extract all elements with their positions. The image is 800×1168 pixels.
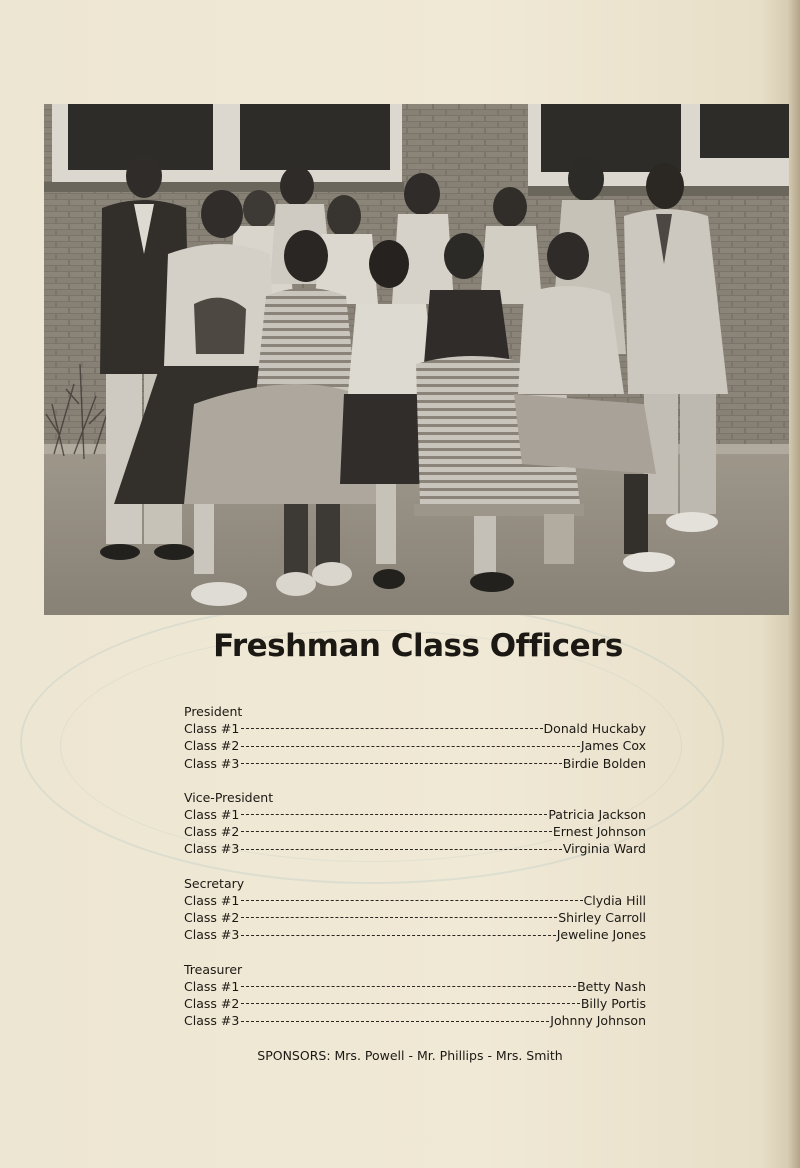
officer-name: Patricia Jackson [548, 806, 646, 822]
office-heading: Vice-President [184, 789, 274, 805]
class-label: Class #2 [184, 995, 240, 1011]
officer-row [184, 1012, 646, 1029]
officer-name: Virginia Ward [562, 841, 646, 857]
officer-row [184, 892, 646, 909]
officer-row [184, 909, 646, 926]
officer-name: Shirley Carroll [558, 910, 646, 926]
officer-name: Johnny Johnson [550, 1013, 646, 1029]
office-president [184, 703, 646, 772]
class-label: Class #1 [184, 721, 240, 736]
officer-name: Betty Nash [577, 978, 646, 994]
class-label: Class #2 [184, 738, 240, 754]
class-label: Class #1 [184, 978, 240, 994]
dotted-leader [241, 728, 542, 729]
office-heading: Secretary [184, 875, 245, 891]
dotted-leader [241, 1021, 549, 1022]
officer-row [184, 926, 646, 943]
class-label: Class #3 [184, 927, 240, 943]
office-vice-president [184, 789, 646, 858]
dotted-leader [241, 900, 582, 901]
officers-roster [184, 703, 646, 1047]
officer-row [184, 978, 646, 995]
officer-name: Donald Huckaby [543, 721, 646, 736]
dotted-leader [241, 935, 555, 936]
dotted-leader [241, 814, 547, 815]
officer-name: Birdie Bolden [562, 755, 646, 771]
officer-row [184, 823, 646, 840]
office-heading: President [184, 704, 243, 719]
office-heading: Treasurer [184, 961, 243, 977]
office-treasurer [184, 961, 646, 1030]
officer-name: James Cox [580, 738, 646, 754]
office-secretary [184, 875, 646, 944]
class-label: Class #3 [184, 1013, 240, 1029]
officer-name: Ernest Johnson [552, 824, 646, 840]
group-photo-image [44, 104, 789, 615]
officer-row [184, 720, 646, 737]
officer-row [184, 737, 646, 754]
officer-name: Clydia Hill [583, 892, 646, 908]
class-label: Class #2 [184, 910, 240, 926]
dotted-leader [241, 917, 557, 918]
dotted-leader [241, 831, 552, 832]
group-photo [44, 104, 789, 615]
dotted-leader [241, 763, 561, 764]
dotted-leader [241, 1003, 580, 1004]
dotted-leader [241, 849, 562, 850]
class-label: Class #1 [184, 806, 240, 822]
page-title: Freshman Class Officers [213, 628, 623, 664]
sponsors-line: SPONSORS: Mrs. Powell - Mr. Phillips - Mrs. Smith [257, 1048, 563, 1063]
class-label: Class #1 [184, 892, 240, 908]
officer-row [184, 840, 646, 857]
dotted-leader [241, 986, 576, 987]
officer-row [184, 995, 646, 1012]
page-edge-shadow [788, 0, 800, 1168]
officer-row [184, 806, 646, 823]
dotted-leader [241, 746, 580, 747]
officer-name: Billy Portis [580, 995, 646, 1011]
officer-row [184, 755, 646, 772]
officer-name: Jeweline Jones [556, 927, 646, 943]
class-label: Class #3 [184, 755, 240, 771]
class-label: Class #3 [184, 841, 240, 857]
class-label: Class #2 [184, 824, 240, 840]
